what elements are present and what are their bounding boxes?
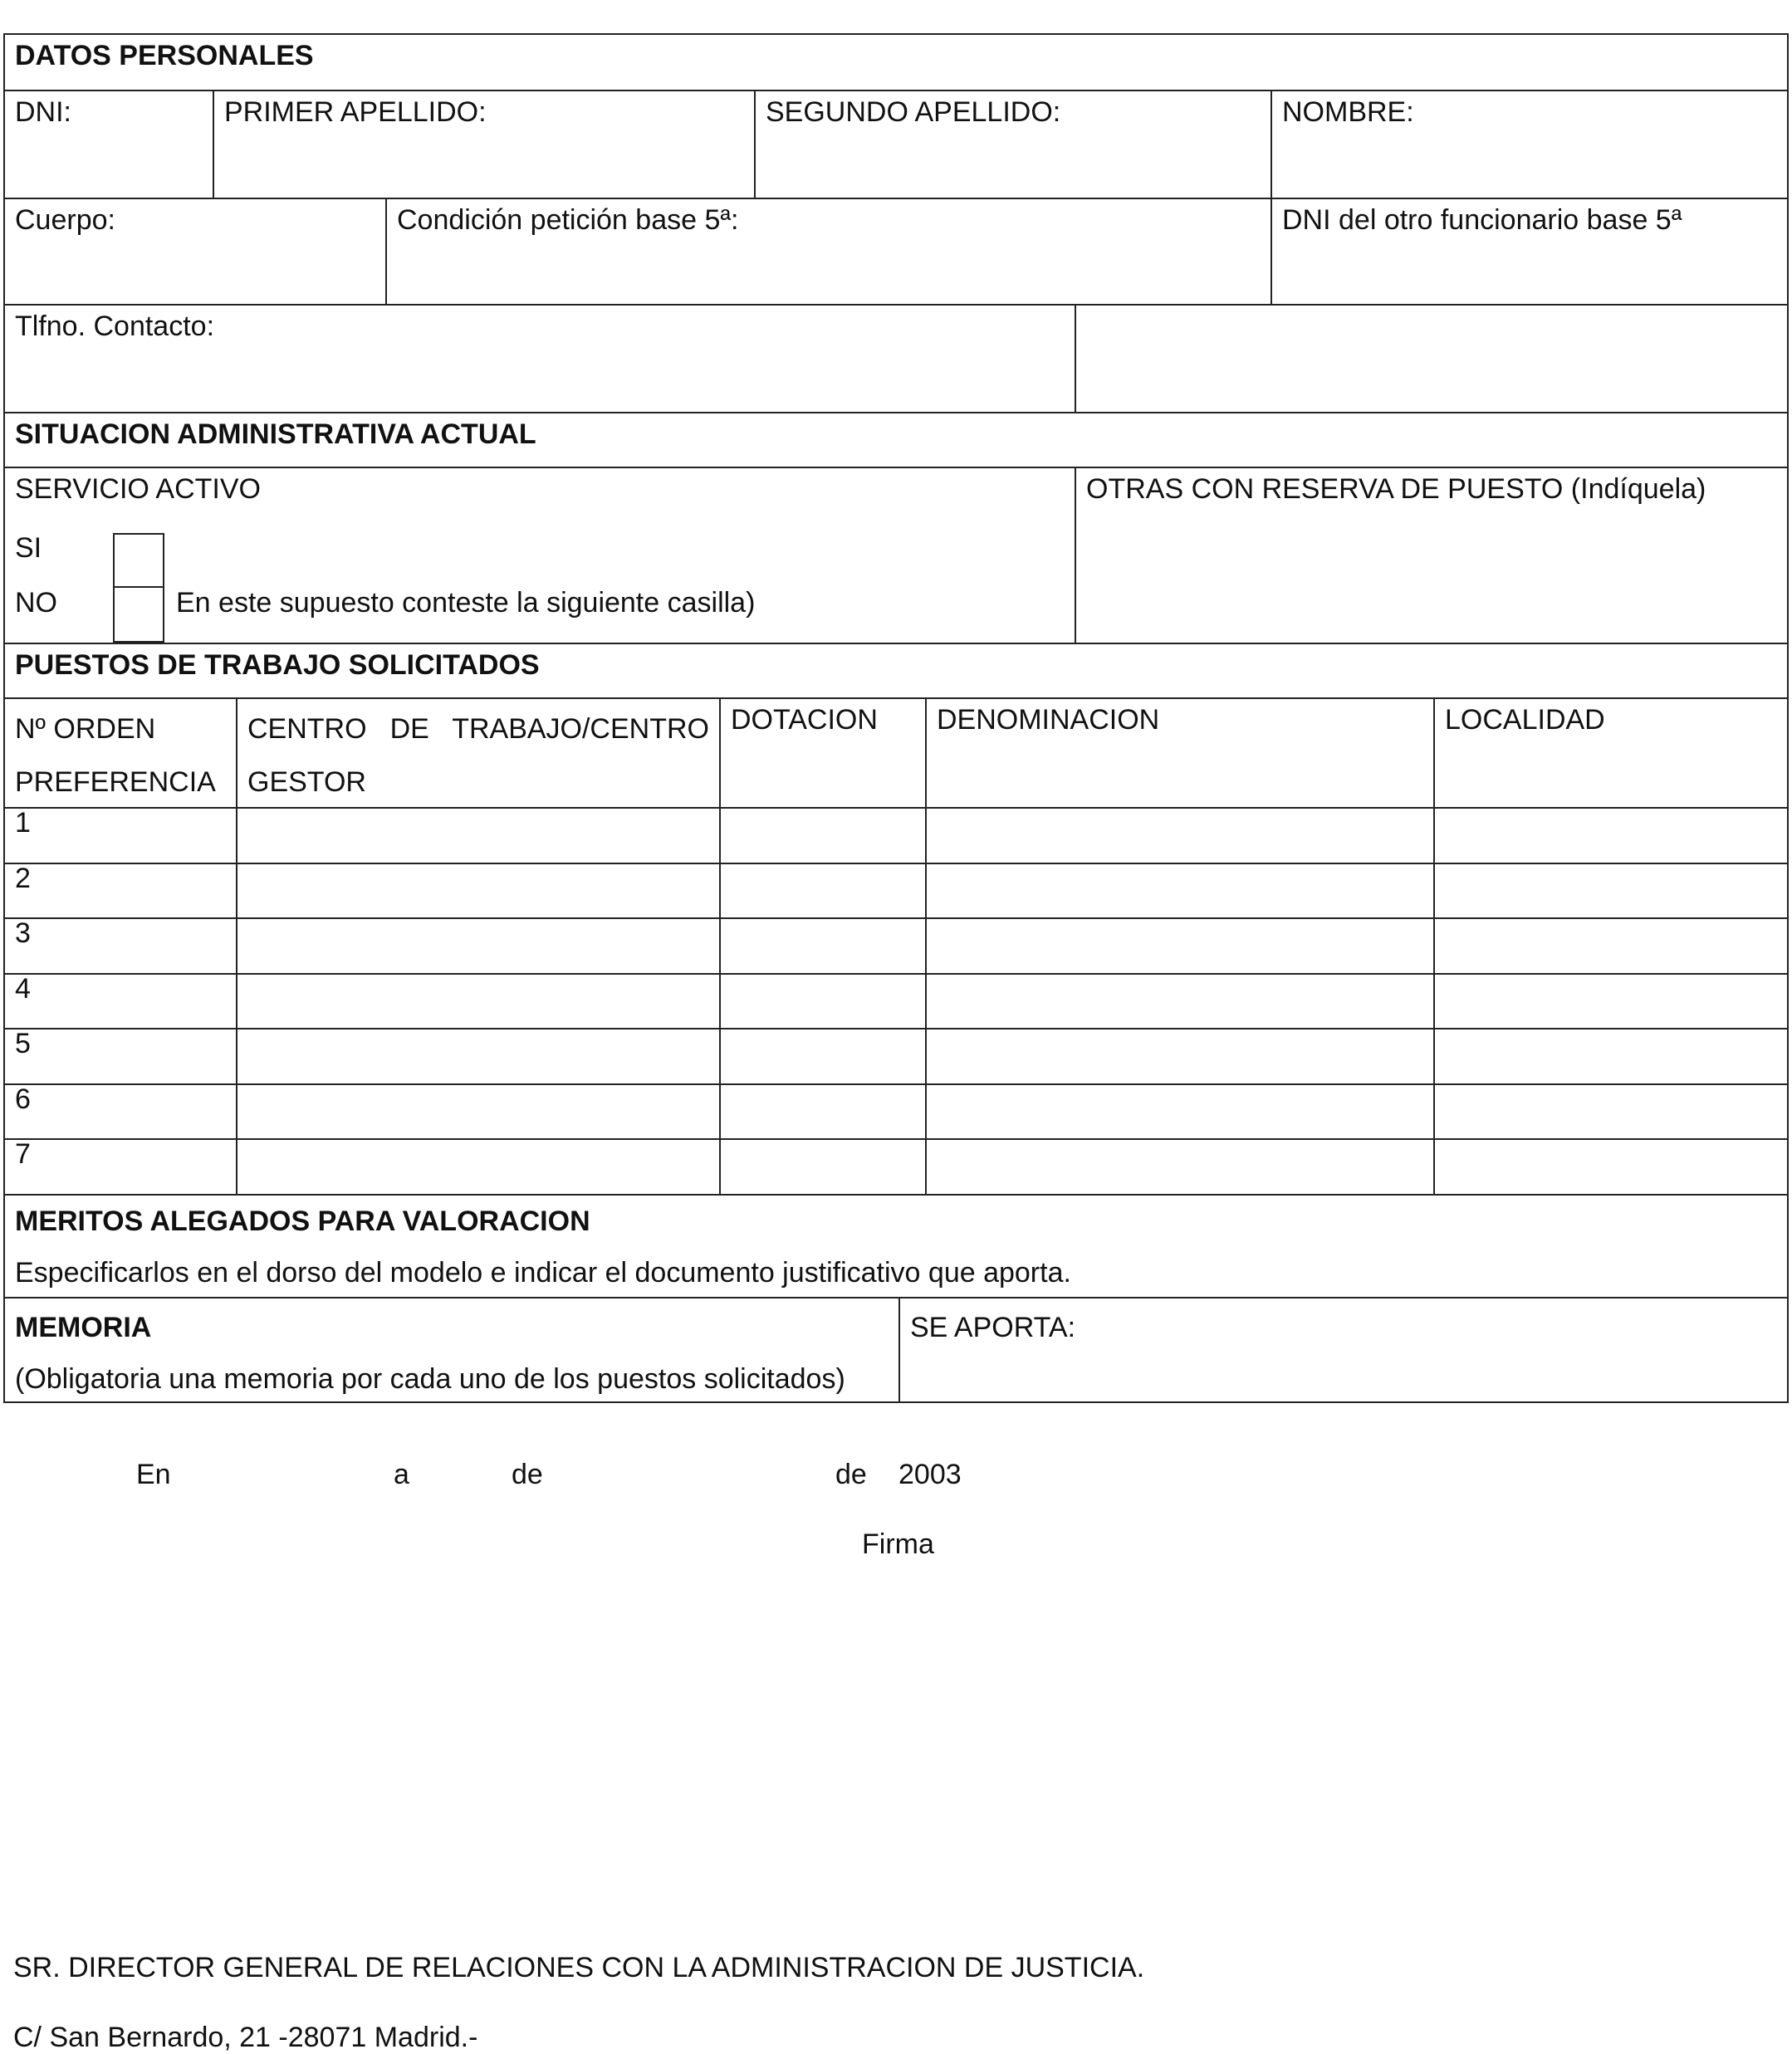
field-telefono-contacto[interactable]: Tlfno. Contacto:: [5, 306, 1076, 413]
footer-a: a: [394, 1459, 409, 1490]
table-cell[interactable]: [927, 864, 1435, 920]
footer-firma: Firma: [862, 1528, 934, 1560]
table-cell[interactable]: [927, 1140, 1435, 1196]
field-nombre[interactable]: NOMBRE:: [1272, 91, 1787, 199]
si-checkbox[interactable]: [113, 533, 164, 588]
table-cell[interactable]: [1435, 975, 1787, 1030]
memoria-text: (Obligatoria una memoria por cada uno de los puestos solicitados): [15, 1363, 845, 1395]
section-meritos: [5, 1191, 1787, 1298]
table-cell[interactable]: [721, 919, 927, 975]
table-cell[interactable]: [237, 809, 721, 864]
application-form: [3, 33, 1789, 1403]
table-cell[interactable]: [237, 1029, 721, 1085]
table-cell[interactable]: [721, 864, 927, 920]
section-situacion-administrativa: SITUACION ADMINISTRATIVA ACTUAL: [5, 413, 1787, 468]
memoria-heading: MEMORIA: [15, 1312, 152, 1343]
row-number[interactable]: 4: [5, 975, 237, 1030]
no-checkbox[interactable]: [113, 586, 164, 643]
otras-reserva-puesto[interactable]: OTRAS CON RESERVA DE PUESTO (Indíquela): [1076, 468, 1787, 644]
footer-de2: de: [835, 1459, 867, 1490]
meritos-heading: MERITOS ALEGADOS PARA VALORACION: [15, 1206, 590, 1237]
table-cell[interactable]: [927, 1029, 1435, 1085]
field-segundo-apellido[interactable]: SEGUNDO APELLIDO:: [756, 91, 1272, 199]
field-dni-otro-funcionario[interactable]: DNI del otro funcionario base 5ª: [1272, 199, 1787, 306]
table-cell[interactable]: [1435, 864, 1787, 920]
field-se-aporta[interactable]: SE APORTA:: [910, 1312, 1076, 1343]
table-cell[interactable]: [721, 975, 927, 1030]
addressee: SR. DIRECTOR GENERAL DE RELACIONES CON LA ADMINISTRACION DE JUSTICIA.: [13, 1952, 1145, 1983]
col-header-orden: Nº ORDEN PREFERENCIA: [5, 699, 237, 809]
col-header-centro: CENTRO DE TRABAJO/CENTRO GESTOR: [237, 699, 721, 809]
table-cell[interactable]: [1435, 809, 1787, 864]
servicio-activo-area: [5, 468, 1076, 644]
no-note: En este supuesto conteste la siguiente casilla): [176, 587, 756, 619]
row-number[interactable]: 7: [5, 1140, 237, 1196]
table-cell[interactable]: [721, 1085, 927, 1141]
table-cell[interactable]: [237, 864, 721, 920]
section-memoria: [5, 1298, 900, 1401]
table-cell[interactable]: [721, 1140, 927, 1196]
footer-en: En: [136, 1459, 171, 1490]
table-cell[interactable]: [237, 1085, 721, 1141]
table-cell[interactable]: [237, 919, 721, 975]
table-cell[interactable]: [1435, 1085, 1787, 1141]
col-header-denominacion: DENOMINACION: [927, 699, 1435, 809]
section-puestos-solicitados: PUESTOS DE TRABAJO SOLICITADOS: [5, 644, 1787, 699]
row-number[interactable]: 2: [5, 864, 237, 920]
servicio-activo-label: SERVICIO ACTIVO: [15, 473, 262, 505]
table-cell[interactable]: [237, 975, 721, 1030]
meritos-text: Especificarlos en el dorso del modelo e indicar el documento justificativo que aporta.: [15, 1257, 1071, 1289]
table-cell[interactable]: [721, 809, 927, 864]
section-datos-personales: DATOS PERSONALES: [5, 35, 1787, 91]
col-header-dotacion: DOTACION: [721, 699, 927, 809]
si-label: SI: [15, 532, 42, 564]
row-number[interactable]: 6: [5, 1085, 237, 1141]
footer-year: 2003: [898, 1459, 962, 1490]
table-cell[interactable]: [927, 919, 1435, 975]
field-dni[interactable]: DNI:: [5, 91, 214, 199]
field-blank[interactable]: [1076, 306, 1787, 413]
row-number[interactable]: 1: [5, 809, 237, 864]
footer-de1: de: [512, 1459, 543, 1490]
table-cell[interactable]: [1435, 919, 1787, 975]
table-cell[interactable]: [237, 1140, 721, 1196]
table-cell[interactable]: [1435, 1140, 1787, 1196]
field-cuerpo[interactable]: Cuerpo:: [5, 199, 387, 306]
table-cell[interactable]: [927, 1085, 1435, 1141]
no-label: NO: [15, 587, 57, 619]
table-cell[interactable]: [721, 1029, 927, 1085]
table-cell[interactable]: [1435, 1029, 1787, 1085]
col-header-localidad: LOCALIDAD: [1435, 699, 1787, 809]
row-number[interactable]: 5: [5, 1029, 237, 1085]
row-number[interactable]: 3: [5, 919, 237, 975]
table-cell[interactable]: [927, 809, 1435, 864]
field-primer-apellido[interactable]: PRIMER APELLIDO:: [214, 91, 756, 199]
field-condicion-peticion[interactable]: Condición petición base 5ª:: [387, 199, 1272, 306]
table-cell[interactable]: [927, 975, 1435, 1030]
address: C/ San Bernardo, 21 -28071 Madrid.-: [13, 2022, 478, 2053]
